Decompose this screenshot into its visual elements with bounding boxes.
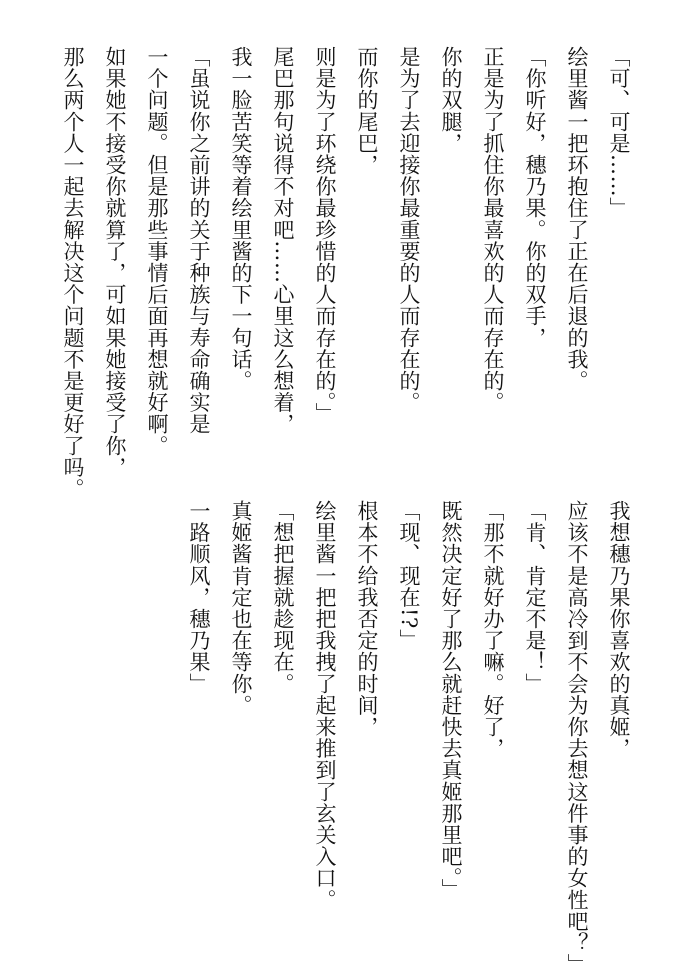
text-line: 根本不给我否定的时间， [355, 500, 379, 738]
passage-top [52, 46, 640, 500]
text-line: 「那不就好办了嘛。好了， [481, 500, 505, 760]
text-line: 绘里酱一把把我拽了起来推到了玄关入口。 [313, 500, 337, 911]
text-line: 你的双腿， [439, 46, 463, 154]
text-line: 绘里酱一把环抱住了正在后退的我。 [565, 46, 589, 392]
text-line: 我一脸苦笑等着绘里酱的下一句话。 [229, 46, 253, 392]
passage-bottom [178, 500, 640, 976]
text-line: 如果她不接受你就算了，可如果她接受了你， [103, 46, 127, 478]
text-line: 一路顺风，穗乃果」 [187, 500, 211, 695]
text-line: 是为了去迎接你最重要的人而存在的。 [397, 46, 421, 414]
text-line: 正是为了抓住你最喜欢的人而存在的。 [481, 46, 505, 414]
text-line: 「现、现在!?」 [397, 500, 421, 651]
text-line: 既然决定好了那么就赶快去真姬那里吧。」 [439, 500, 463, 900]
text-line: 「想把握就趁现在。 [271, 500, 295, 695]
text-line: 「肯、肯定不是！」 [523, 500, 547, 695]
text-line: 则是为了环绕你最珍惜的人而存在的。」 [313, 46, 337, 425]
text-line: 那么两个人一起去解决这个问题不是更好了吗。 [61, 46, 85, 500]
text-line: 应该不是高冷到不会为你去想这件事的女性吧？」 [565, 500, 589, 976]
text-line: 「可、可是……」 [607, 46, 631, 219]
text-line: 我想穗乃果你喜欢的真姬， [607, 500, 631, 760]
text-line: 「你听好，穗乃果。你的双手， [523, 46, 547, 349]
text-line: 「虽说你之前讲的关于种族与寿命确实是 [187, 46, 211, 435]
text-line: 真姬酱肯定也在等你。 [229, 500, 253, 716]
text-line: 而你的尾巴， [355, 46, 379, 176]
text-line: 尾巴那句说得不对吧……心里这么想着， [271, 46, 295, 435]
text-line: 一个问题。但是那些事情后面再想就好啊。 [145, 46, 169, 457]
